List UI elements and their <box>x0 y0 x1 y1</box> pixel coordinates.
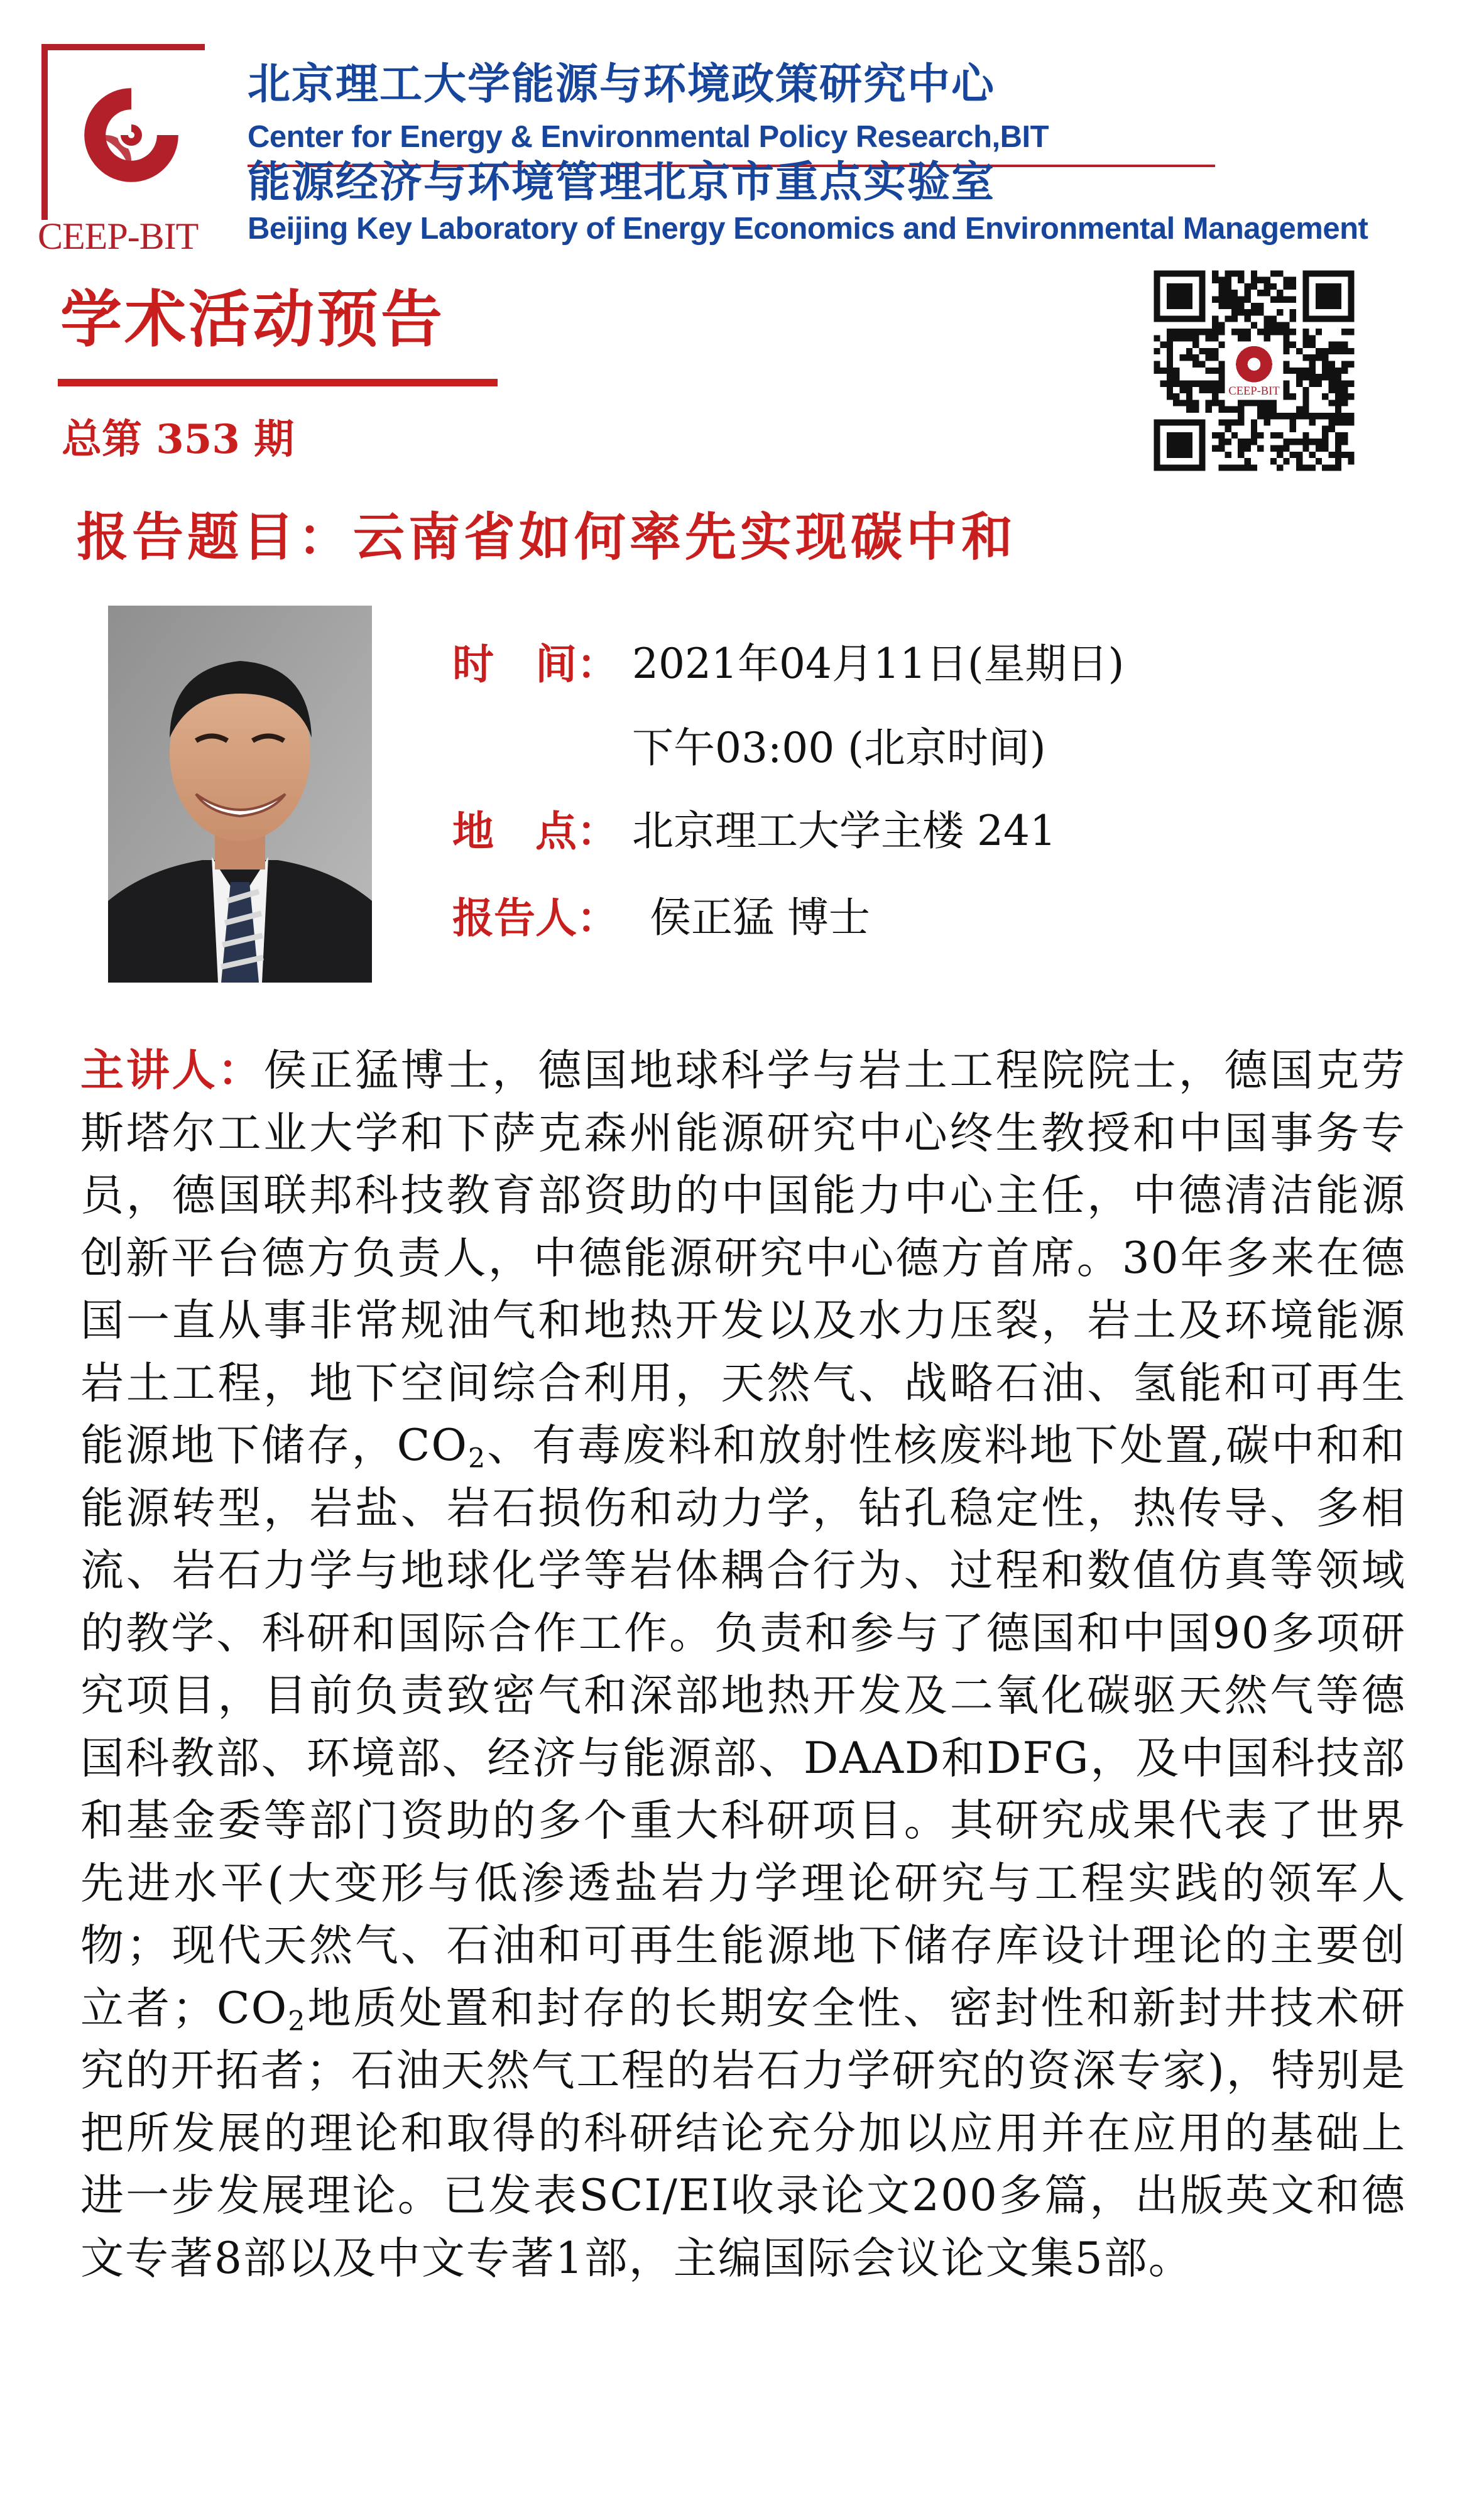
lab-name-en: Beijing Key Laboratory of Energy Economics and Environmental Management <box>248 212 1368 246</box>
bio-subscript-1: 2 <box>467 1442 487 1475</box>
speaker-label: 报告人： <box>452 893 618 942</box>
issue-number: 总第 353 期 <box>62 416 295 463</box>
bio-text-part-2: 、有毒废料和放射性核废料地下处置,碳中和和能源转型，岩盐、岩石损伤和动力学，钻孔稳定性，热传导、多相流、岩石力学与地球化学等岩体耦合行为、过程和数值仿真等领域的教学、科研和国际合作工作。负责和参与了德国和中国90多项研究项目，目前负责致密气和深部地热开发及二氧化碳驱天然气等德国科教部、环境部、经济与能源部、DAAD和DFG，及中国科技部和基金委等部门资助的多个重大科研项目。其研究成果代表了世界先进水平(大变形与低渗透盐岩力学理论研究与工程实践的领军人物；现代天然气、石油和可再生能源地下储存库设计理论的主要创立者；CO <box>80 1420 1406 2034</box>
bio-subscript-2: 2 <box>288 2005 307 2037</box>
lab-name-cn: 能源经济与环境管理北京市重点实验室 <box>248 158 996 207</box>
qr-caption: CEEP-BIT <box>1228 384 1280 398</box>
speaker-bio <box>80 1039 1406 2290</box>
heading-underline <box>58 379 498 386</box>
time-value-2: 下午03:00 (北京时间) <box>632 724 1046 772</box>
org-name-en: Center for Energy & Environmental Policy Research,BIT <box>248 120 1049 154</box>
speaker-photo <box>108 606 372 983</box>
time-label: 时 间： <box>452 640 618 689</box>
place-value: 北京理工大学主楼 241 <box>632 807 1056 855</box>
time-value: 2021年04月11日(星期日) <box>632 640 1125 688</box>
place-label: 地 点： <box>452 807 618 856</box>
bio-lead-label: 主讲人： <box>80 1045 264 1096</box>
qr-code-icon <box>1147 264 1361 477</box>
bio-text-part-3: 地质处置和封存的长期安全性、密封性和新封井技术研究的开拓者；石油天然气工程的岩石力学研究的资深专家)，特别是把所发展的理论和取得的科研结论充分加以应用并在应用的基础上进一步发展理论。已发表SCI/EI收录论文200多篇，出版英文和德文专著8部以及中文专著1部，主编国际会议论文集5部。 <box>80 1983 1406 2284</box>
logo-text: CEEP-BIT <box>38 215 199 257</box>
bio-text-part-1: 侯正猛博士，德国地球科学与岩土工程院院士，德国克劳斯塔尔工业大学和下萨克森州能源研究中心终生教授和中国事务专员，德国联邦科技教育部资助的中国能力中心主任，中德清洁能源创新平台德方负责人，中德能源研究中心德方首席。30年多来在德国一直从事非常规油气和地热开发以及水力压裂，岩土及环境能源岩土工程，地下空间综合利用，天然气、战略石油、氢能和可再生能源地下储存，CO <box>80 1045 1407 1471</box>
speaker-value: 侯正猛 博士 <box>650 893 870 942</box>
swirl-logo-icon <box>78 82 185 188</box>
notice-heading: 学术活动预告 <box>60 283 445 356</box>
ceep-bit-logo <box>38 44 206 257</box>
org-name-cn: 北京理工大学能源与环境政策研究中心 <box>248 60 996 109</box>
report-title: 报告题目：云南省如何率先实现碳中和 <box>77 507 1017 567</box>
